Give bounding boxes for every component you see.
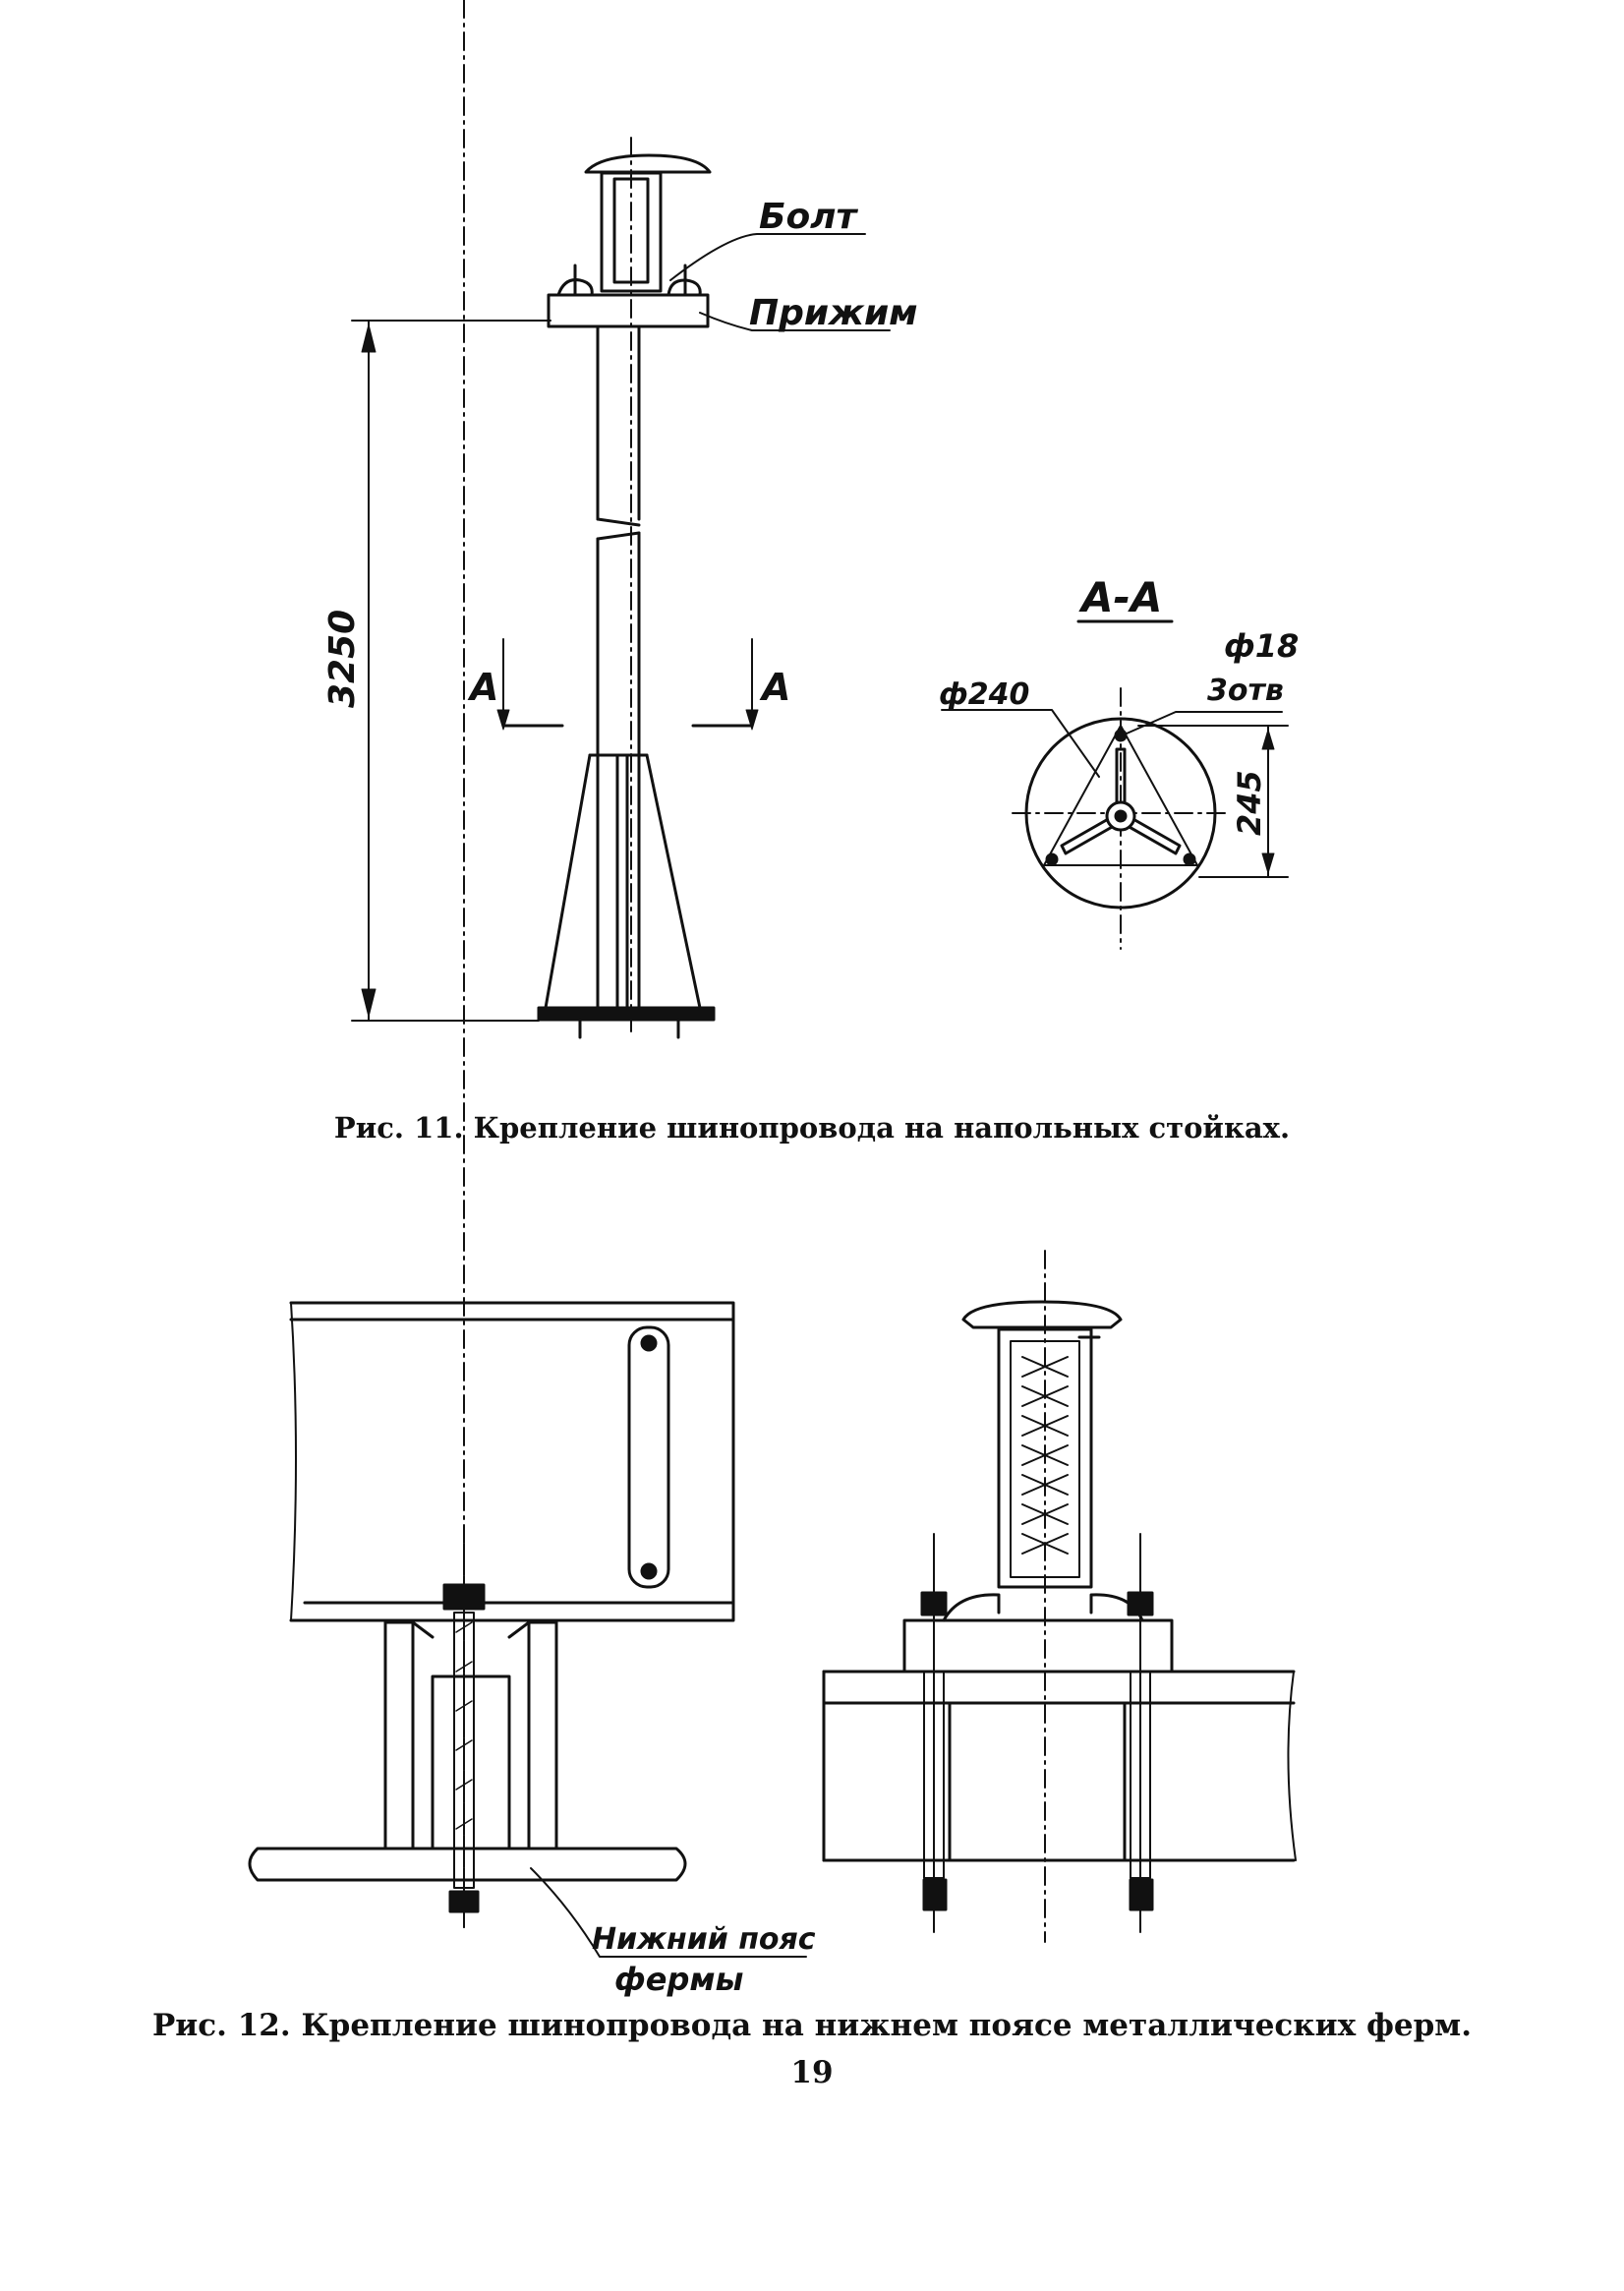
floor-stand-drawing xyxy=(352,138,890,1037)
hole-diameter-label: ф18 xyxy=(1224,627,1300,665)
section-right-marker: А xyxy=(762,666,791,709)
figure-12-caption: Рис. 12. Крепление шинопровода на нижнем поясе металлических ферм. xyxy=(151,2008,1473,2043)
truss-side-view-drawing xyxy=(250,0,806,1957)
hole-count-label: 3отв xyxy=(1207,674,1284,708)
diameter-240-label: ф240 xyxy=(939,677,1030,712)
clamp-label: Прижим xyxy=(749,293,918,333)
dimension-245-label: 245 xyxy=(1231,770,1268,836)
bolt-label: Болт xyxy=(759,197,857,237)
height-dimension-label: 3250 xyxy=(322,609,363,708)
truss-chord-label-line1: Нижний пояс xyxy=(592,1922,816,1957)
figure-11-caption: Рис. 11. Крепление шинопровода на напольных стойках. xyxy=(333,1111,1291,1145)
truss-chord-label-line2: фермы xyxy=(614,1961,744,1998)
page-number: 19 xyxy=(790,2055,834,2090)
section-title: А-А xyxy=(1081,573,1163,621)
section-left-marker: А xyxy=(470,666,499,709)
truss-end-view-drawing xyxy=(824,1251,1296,1942)
